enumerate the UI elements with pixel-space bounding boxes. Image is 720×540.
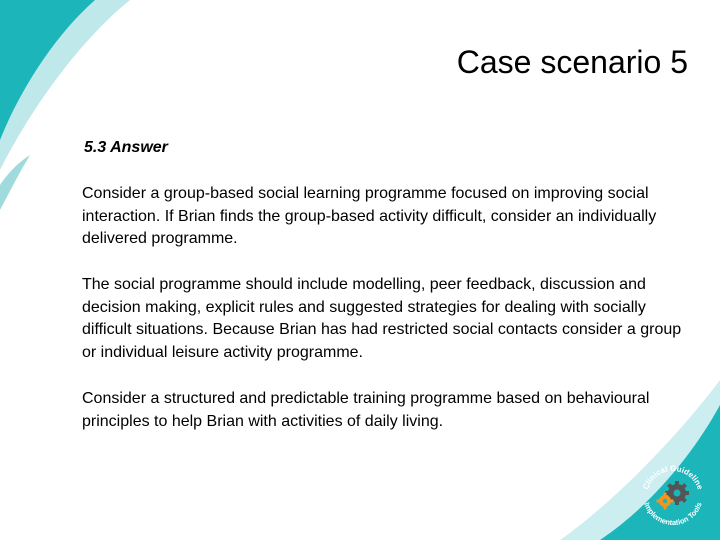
implementation-tools-logo: [633, 455, 713, 535]
badge-text-top: Clinical Guideline: [641, 463, 705, 491]
svg-text:Implementation Tools: [642, 501, 703, 527]
answer-paragraph-3: Consider a structured and predictable training programme based on behavioural principles to help Brian with activities of daily living.: [82, 390, 650, 430]
slide-title: Case scenario 5: [456, 44, 688, 80]
answer-paragraph-2: The social programme should include modelling, peer feedback, discussion and decision making, explicit rules and suggested strategies for dealing with socially difficult situations. Because Brian has had restricted social contacts consider a group or individual leisure activity programme.: [82, 276, 682, 361]
badge-text-bottom: Implementation Tools: [642, 500, 704, 528]
answer-heading: 5.3 Answer: [84, 139, 168, 156]
left-edge-band: [0, 155, 30, 210]
answer-paragraph-1: Consider a group-based social learning programme focused on improving social interaction. If Brian finds the group-based activity difficult, consider an individually delivered programme.: [82, 185, 657, 247]
